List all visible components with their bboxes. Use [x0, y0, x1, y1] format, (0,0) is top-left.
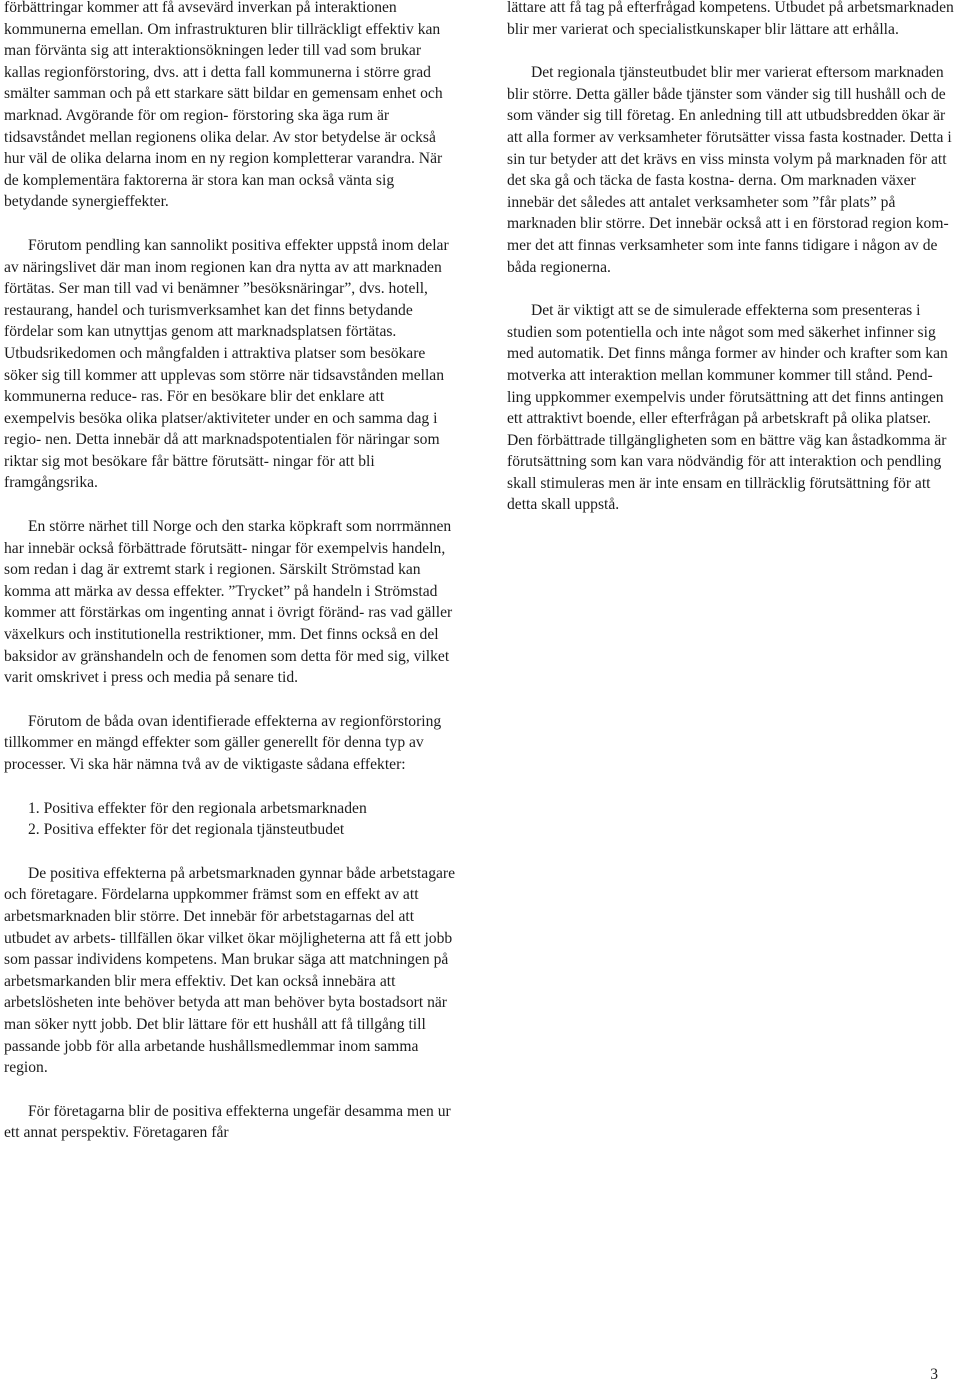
paragraph-generella-effekter: Förutom de båda ovan identifierade effekterna av regionförstoring tillkommer en mängd effekter som gäller generellt för denna typ av processer. Vi ska här nämna två av de viktigaste sådana effekter:	[4, 712, 442, 773]
list-item: 1. Positiva effekter för den regionala arbetsmarknaden	[28, 799, 367, 817]
paragraph-simulerade-effekter: Det är viktigt att se de simulerade effekterna som presenteras i studien som potentiella och inte något som med säkerhet infinner sig med automatik. Det finns många former av hinder och krafter som kan motverka att interaktion mellan kommuner kommer till stånd. Pend- ling uppkommer exempelvis under förutsättning att det finns antingen ett attraktivt boende, eller efterfrågan på arbetskraft på olika platser. Den förbättrade tillgängligheten som en bättre väg kan åstadkomma är förutsättning som kan vara nödvändig för att interaktion och pendling skall stimuleras men är inte ensam en tillräcklig förutsättning för att detta skall uppstå.	[507, 302, 948, 514]
paragraph-norge: En större närhet till Norge och den starka köpkraft som norrmännen har innebär också förbättrade förutsätt- ningar för exempelvis handeln, som redan i dag är extremt stark i regionen. Särskilt Strömstad kan komma att märka av dessa effekter. ”Trycket” på handeln i Strömstad kommer att förstärkas om ingenting annat i övrigt föränd- ras vad gäller växelkurs och institutionella restriktioner, mm. Det finns också en del baksidor av gränshandeln och de fenomen som detta för med sig, vilket varit omskrivet i press och media på senare tid.	[4, 518, 453, 687]
page-number: 3	[930, 1366, 938, 1384]
list-item: 2. Positiva effekter för det regionala tjänsteutbudet	[28, 821, 345, 839]
paragraph-besoksnaringar: Förutom pendling kan sannolikt positiva effekter uppstå inom delar av näringslivet där man inom regionen kan dra nytta av att marknaden förtätas. Ser man till vad vi benämner ”besöksnäringar”, dvs. hotell, restaurang, handel och turismverksamhet kan det finns betydande fördelar som kan utnyttjas genom att marknadsplatsen förtätas. Utbudsrikedomen och mångfalden i attraktiva platser som besökare söker sig till kommer att upplevas som större när tidsavstånden mellan kommunerna reduce- ras. För en besökare blir det enklare att exempelvis besöka olika platser/aktiviteter under en och samma dag i regio- nen. Detta innebär då att marknadspotentialen för näringar som riktar sig mot besökare får bättre förutsätt- ningar för att bli framgångsrika.	[4, 236, 449, 492]
paragraph-regionforstoring: förbättringar kommer att få avsevärd inverkan på interaktionen kommunerna emellan. Om infrastrukturen blir tillräckligt effektiv kan man förvänta sig att interaktionsökningen leder till vad som brukar kallas regionförstoring, dvs. att i detta fall kommunerna i större grad smälter samman och på ett starkare sätt bildar en gemensam enhet och marknad. Avgörande för om region- förstoring ska äga rum är tidsavståndet mellan regionens olika delar. Av stor betydelse är också hur väl de olika delarna inom en ny region kompletterar varandra. När de komplementära faktorerna är stora kan man också vänta sig betydande synergieffekter.	[4, 0, 443, 211]
paragraph-arbetsmarknad: De positiva effekterna på arbetsmarknaden gynnar både arbetstagare och företagare. Fördelarna uppkommer främst som en effekt av att arbetsmarknaden blir större. Det innebär för arbetstagarnas del att utbudet av arbets- tillfällen ökar vilket ökar möjligheterna att få ett jobb som passar individens kompetens. Man brukar säga att matchningen på arbetsmarkanden blir mera effektiv. Det kan också innebära att arbetslösheten inte behöver betyda att man behöver byta bostadsort när man söker nytt jobb. Det blir lättare för ett hushåll att få tillgång till passande jobb för alla arbetande hushållsmedlemmar inom samma region.	[4, 864, 456, 1077]
left-column	[4, 0, 456, 1144]
paragraph-kompetens: lättare att få tag på efterfrågad kompetens. Utbudet på arbetsmarknaden blir mer varierat och specialistkunskaper blir lättare att erhålla.	[507, 0, 954, 38]
right-column	[507, 0, 959, 538]
effects-list	[4, 798, 456, 841]
paragraph-tjansteutbud: Det regionala tjänsteutbudet blir mer varierat eftersom marknaden blir större. Detta gäller både tjänster som vänder sig till hushåll och de som vänder sig till företag. En anledning till att utbudsbredden ökar är att alla former av verksamheter förutsätter vissa fasta kostnader. Detta i sin tur betyder att det krävs en viss minsta volym på marknaden för att det ska gå och täcka de fasta kostna- derna. Om marknaden växer innebär det således att antalet verksamheter som ”får plats” på marknaden blir större. Det innebär också att i en förstorad region kom- mer det att finnas verksamheter som inte fanns tidigare i någon av de båda regionerna.	[507, 64, 952, 276]
paragraph-foretagare: För företagarna blir de positiva effekterna ungefär desamma men ur ett annat perspektiv. Företagaren får	[4, 1102, 451, 1142]
